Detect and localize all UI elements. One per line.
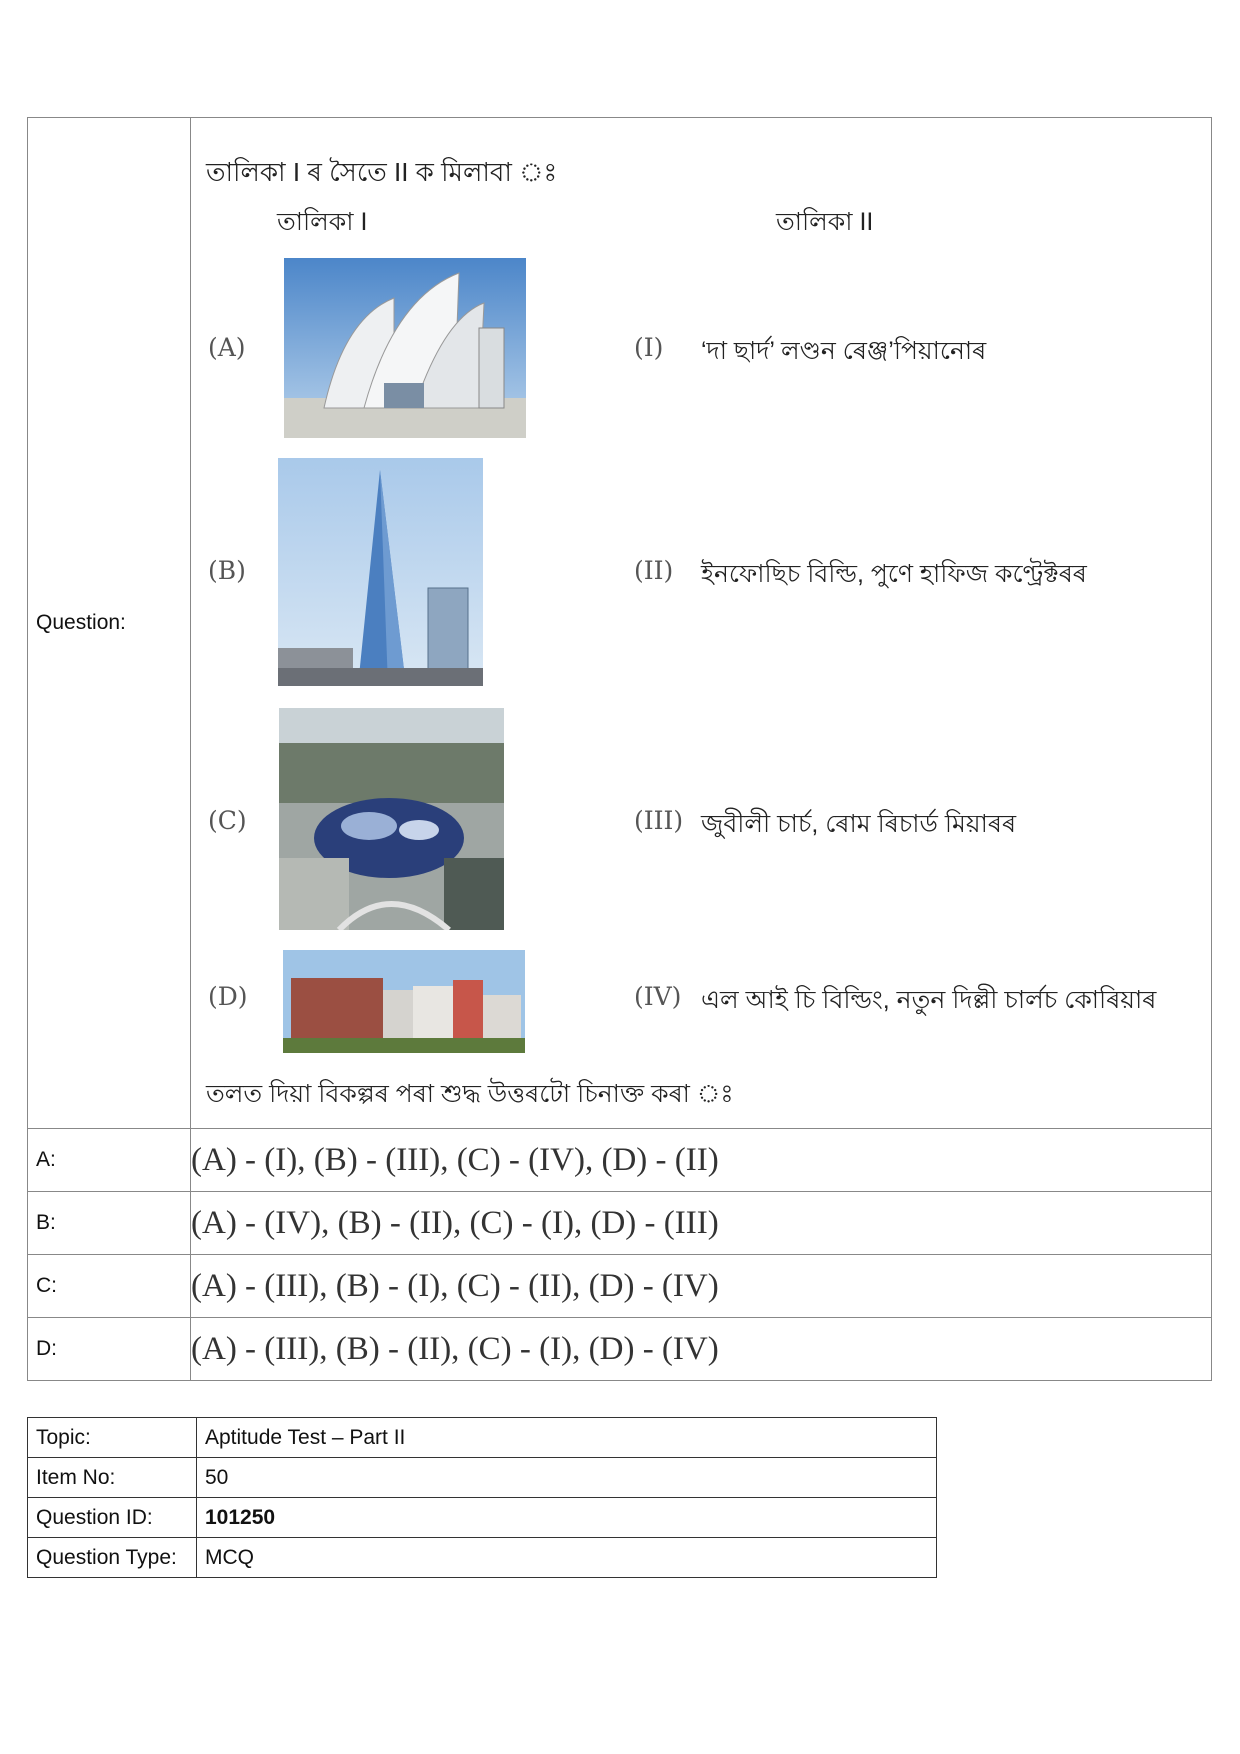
- item-label: Item No:: [28, 1458, 197, 1498]
- qtype-label: Question Type:: [28, 1538, 197, 1578]
- option-text-d[interactable]: (A) - (III), (B) - (II), (C) - (I), (D) - (IV): [191, 1318, 1212, 1381]
- qtype-value: MCQ: [197, 1538, 937, 1578]
- option-label-b: B:: [28, 1192, 191, 1255]
- right-label-i: (I): [634, 333, 664, 362]
- left-label-a: (A): [208, 333, 246, 362]
- list1-header: তালিকা I: [277, 208, 368, 236]
- right-label-iii: (III): [634, 806, 684, 835]
- right-text-iv: এল আই চি বিল্ডিং, নতুন দিল্লী চাৰ্লচ কোৰিয়াৰ: [701, 986, 1157, 1014]
- option-label-a: A:: [28, 1129, 191, 1192]
- topic-label: Topic:: [28, 1418, 197, 1458]
- right-text-iii: জুবীলী চাৰ্চ, ৰোম ৰিচাৰ্ড মিয়াৰৰ: [701, 810, 1017, 838]
- option-text-c[interactable]: (A) - (III), (B) - (I), (C) - (II), (D) - (IV): [191, 1255, 1212, 1318]
- option-label-d: D:: [28, 1318, 191, 1381]
- the-shard-photo: [278, 458, 483, 686]
- qid-label: Question ID:: [28, 1498, 197, 1538]
- option-text-b[interactable]: (A) - (IV), (B) - (II), (C) - (I), (D) - (III): [191, 1192, 1212, 1255]
- question-table: [27, 117, 1212, 1381]
- infosys-building-photo: [279, 708, 504, 930]
- option-row-d[interactable]: [28, 1318, 1212, 1381]
- left-label-b: (B): [208, 556, 246, 585]
- right-text-i: ‘দা ছাৰ্দ’ লণ্ডন ৰেঞ্জ’পিয়ানোৰ: [701, 337, 987, 365]
- option-text-a[interactable]: (A) - (I), (B) - (III), (C) - (IV), (D) - (II): [191, 1129, 1212, 1192]
- jubilee-church-photo: [284, 258, 526, 438]
- item-value: 50: [197, 1458, 937, 1498]
- option-label-c: C:: [28, 1255, 191, 1318]
- question-label: Question:: [28, 118, 191, 1129]
- right-text-ii: ইনফোছিচ বিল্ডি, পুণে হাফিজ কণ্ট্ৰেক্টৰৰ: [701, 560, 1087, 588]
- option-row-a[interactable]: [28, 1129, 1212, 1192]
- meta-table: [27, 1417, 937, 1578]
- left-label-c: (C): [208, 806, 247, 835]
- list2-header: তালিকা II: [776, 208, 874, 236]
- option-row-c[interactable]: [28, 1255, 1212, 1318]
- qid-value: 101250: [197, 1498, 937, 1538]
- meta-row-item: [28, 1458, 937, 1498]
- meta-row-topic: [28, 1418, 937, 1458]
- lic-building-photo: [283, 950, 525, 1053]
- right-label-ii: (II): [634, 556, 674, 585]
- question-instruction: তালিকা I ৰ সৈতে II ক মিলাবা ঃ: [206, 157, 558, 187]
- left-label-d: (D): [208, 982, 248, 1011]
- meta-row-qtype: [28, 1538, 937, 1578]
- topic-value: Aptitude Test – Part II: [197, 1418, 937, 1458]
- right-label-iv: (IV): [634, 982, 682, 1011]
- question-body: [191, 118, 1212, 1129]
- question-footer: তলত দিয়া বিকল্পৰ পৰা শুদ্ধ উত্তৰটো চিনাক্ত কৰা ঃ: [206, 1080, 734, 1108]
- option-row-b[interactable]: [28, 1192, 1212, 1255]
- meta-row-qid: [28, 1498, 937, 1538]
